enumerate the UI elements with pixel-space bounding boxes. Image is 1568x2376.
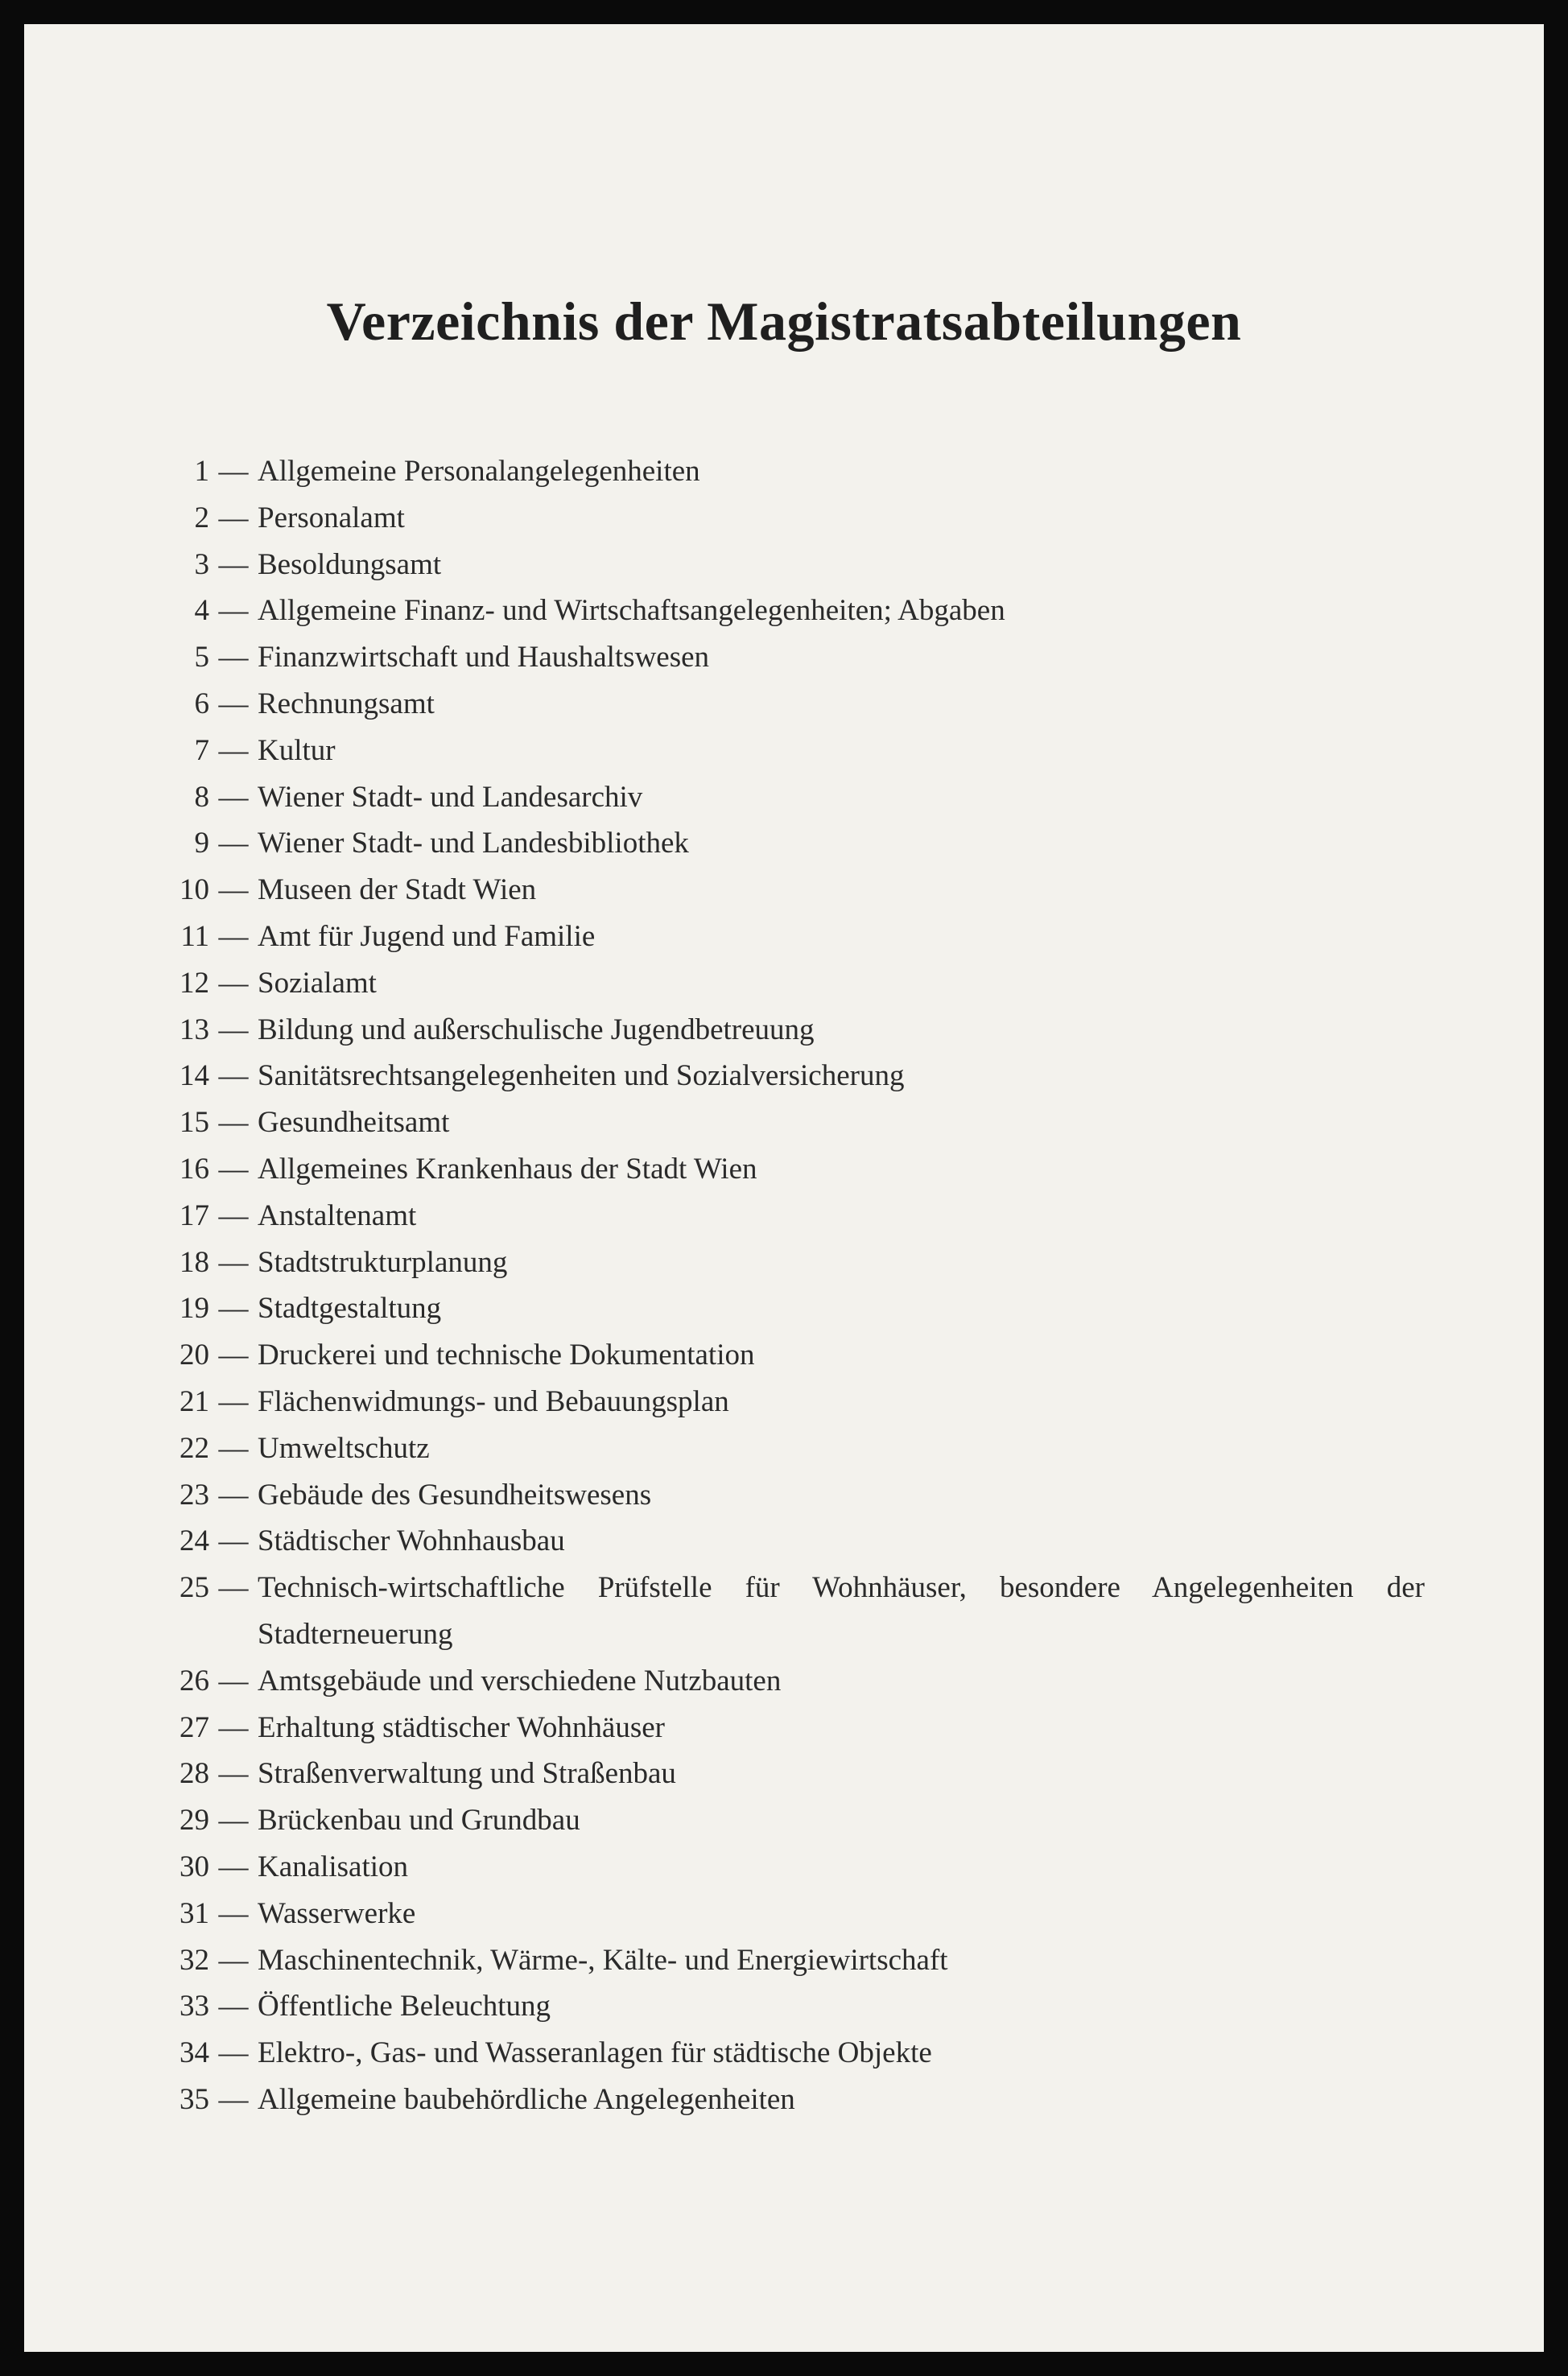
list-item [145,1891,1425,1937]
entry-number: 11 [180,919,209,953]
entry-separator: — [218,1431,249,1465]
list-item [145,1007,1425,1054]
entry-separator: — [218,1850,249,1883]
entry-separator: — [218,827,249,860]
entry-separator: — [218,1478,249,1512]
entry-number: 29 [179,1804,209,1838]
list-item [145,1285,1425,1332]
entry-separator: — [218,2082,249,2116]
entry-number: 6 [194,687,209,720]
list-item [145,867,1425,914]
entry-separator: — [218,780,249,814]
entry-text: Wiener Stadt- und Landesarchiv [258,780,643,814]
entry-text: Personalamt [258,501,405,534]
list-item [145,914,1425,960]
list-item [145,1844,1425,1891]
entry-separator: — [218,2036,249,2070]
entry-text: Flächenwidmungs- und Bebauungsplan [258,1384,729,1418]
entry-number: 19 [179,1292,209,1326]
list-item [145,1053,1425,1099]
list-item [145,448,1425,495]
entry-number: 12 [179,966,209,1000]
entry-text: Museen der Stadt Wien [258,873,537,907]
entry-text: Brückenbau und Grundbau [258,1804,580,1838]
entry-number: 31 [179,1896,209,1930]
entry-separator: — [218,1292,249,1326]
entry-number: 32 [179,1943,209,1977]
entry-separator: — [218,1571,249,1605]
entry-number: 33 [179,1990,209,2023]
entry-separator: — [218,1245,249,1279]
entry-text: Allgemeines Krankenhaus der Stadt Wien [258,1152,757,1186]
entry-separator: — [218,1198,249,1232]
list-item [145,1518,1425,1565]
entry-separator: — [218,687,249,720]
entry-text: Sanitätsrechtsangelegenheiten und Sozialversicherung [258,1059,905,1093]
entry-text: Besoldungsamt [258,547,442,581]
entry-text: Maschinentechnik, Wärme-, Kälte- und Energiewirtschaft [258,1943,948,1977]
list-item [145,1472,1425,1519]
entry-text: Druckerei und technische Dokumentation [258,1339,755,1372]
entry-separator: — [218,1013,249,1046]
entry-separator: — [218,1384,249,1418]
list-item [145,681,1425,728]
entry-text: Erhaltung städtischer Wohnhäuser [258,1710,665,1744]
list-item [145,1705,1425,1751]
entry-separator: — [218,641,249,674]
entry-text: Bildung und außerschulische Jugendbetreuung [258,1013,815,1046]
entry-number: 24 [179,1524,209,1558]
entry-text: Allgemeine Finanz- und Wirtschaftsangelegenheiten; Abgaben [258,594,1005,628]
entry-number: 28 [179,1757,209,1791]
entry-number: 14 [179,1059,209,1093]
entry-number: 3 [194,547,209,581]
entry-number: 9 [194,827,209,860]
entry-number: 13 [179,1013,209,1046]
list-item [145,1425,1425,1472]
list-item [145,2077,1425,2123]
list-item [145,728,1425,774]
entry-number: 18 [179,1245,209,1279]
list-item [145,1240,1425,1286]
entry-number: 15 [179,1106,209,1140]
entry-text: Kanalisation [258,1850,409,1883]
page-title: Verzeichnis der Magistratsabteilungen [326,291,1242,352]
entry-number: 34 [179,2036,209,2070]
entry-text: Finanzwirtschaft und Haushaltswesen [258,641,710,674]
entry-separator: — [218,594,249,628]
list-item [145,1193,1425,1240]
entry-number: 8 [194,780,209,814]
list-item [145,1146,1425,1193]
list-item [145,1379,1425,1425]
entry-text: Umweltschutz [258,1431,430,1465]
entry-number: 20 [179,1339,209,1372]
entry-separator: — [218,873,249,907]
entry-separator: — [218,1059,249,1093]
list-item [145,1099,1425,1146]
entry-number: 27 [179,1710,209,1744]
entry-separator: — [218,919,249,953]
list-item [145,1565,1425,1658]
entry-separator: — [218,1710,249,1744]
list-item [145,2030,1425,2077]
entry-number: 21 [179,1384,209,1418]
list-item [145,1332,1425,1379]
entry-separator: — [218,1664,249,1697]
entry-separator: — [218,547,249,581]
list-item [145,774,1425,821]
entry-text: Anstaltenamt [258,1198,417,1232]
entry-separator: — [218,1990,249,2023]
list-item [145,634,1425,681]
list-item [145,1751,1425,1797]
entry-separator: — [218,455,249,488]
list-item [145,542,1425,588]
entry-text: Gebäude des Gesundheitswesens [258,1478,652,1512]
entry-text: Wiener Stadt- und Landesbibliothek [258,827,689,860]
list-item [145,960,1425,1007]
entry-number: 25 [179,1571,209,1605]
entry-separator: — [218,1524,249,1558]
document-page [24,24,1544,2352]
list-item [145,495,1425,542]
entry-text: Elektro-, Gas- und Wasseranlagen für städtische Objekte [258,2036,932,2070]
entry-text: Allgemeine Personalangelegenheiten [258,455,700,488]
entry-text: Wasserwerke [258,1896,416,1930]
list-item [145,1983,1425,2030]
entry-number: 30 [179,1850,209,1883]
entry-text: Rechnungsamt [258,687,435,720]
entry-number: 2 [194,501,209,534]
entry-number: 22 [179,1431,209,1465]
entry-number: 16 [179,1152,209,1186]
entry-separator: — [218,1804,249,1838]
entry-separator: — [218,1152,249,1186]
entry-separator: — [218,501,249,534]
list-item [145,1937,1425,1984]
entry-number: 23 [179,1478,209,1512]
entry-separator: — [218,1757,249,1791]
entry-text: Allgemeine baubehördliche Angelegenheiten [258,2082,795,2116]
entry-separator: — [218,1106,249,1140]
entry-text: Stadtstrukturplanung [258,1245,508,1279]
entry-number: 17 [179,1198,209,1232]
entry-text: Kultur [258,733,336,767]
entry-text: Städtischer Wohnhausbau [258,1524,565,1558]
list-item [145,1658,1425,1705]
entry-text: Technisch-wirtschaftliche Prüfstelle für Wohnhäuser, besondere Angelegenheiten der Stadterneuerung [258,1571,1425,1651]
entry-text: Sozialamt [258,966,377,1000]
list-item [145,588,1425,634]
entry-number: 5 [194,641,209,674]
entry-number: 4 [194,594,209,628]
list-item [145,820,1425,867]
department-list [145,448,1425,2123]
entry-number: 10 [179,873,209,907]
entry-separator: — [218,966,249,1000]
entry-number: 1 [194,455,209,488]
entry-separator: — [218,1943,249,1977]
entry-text: Straßenverwaltung und Straßenbau [258,1757,676,1791]
entry-number: 26 [179,1664,209,1697]
entry-separator: — [218,1896,249,1930]
entry-separator: — [218,1339,249,1372]
entry-number: 7 [194,733,209,767]
entry-separator: — [218,733,249,767]
entry-text: Amt für Jugend und Familie [258,919,596,953]
entry-text: Gesundheitsamt [258,1106,450,1140]
list-item [145,1797,1425,1844]
entry-text: Stadtgestaltung [258,1292,442,1326]
entry-text: Öffentliche Beleuchtung [258,1990,551,2023]
entry-text: Amtsgebäude und verschiedene Nutzbauten [258,1664,782,1697]
entry-number: 35 [179,2082,209,2116]
